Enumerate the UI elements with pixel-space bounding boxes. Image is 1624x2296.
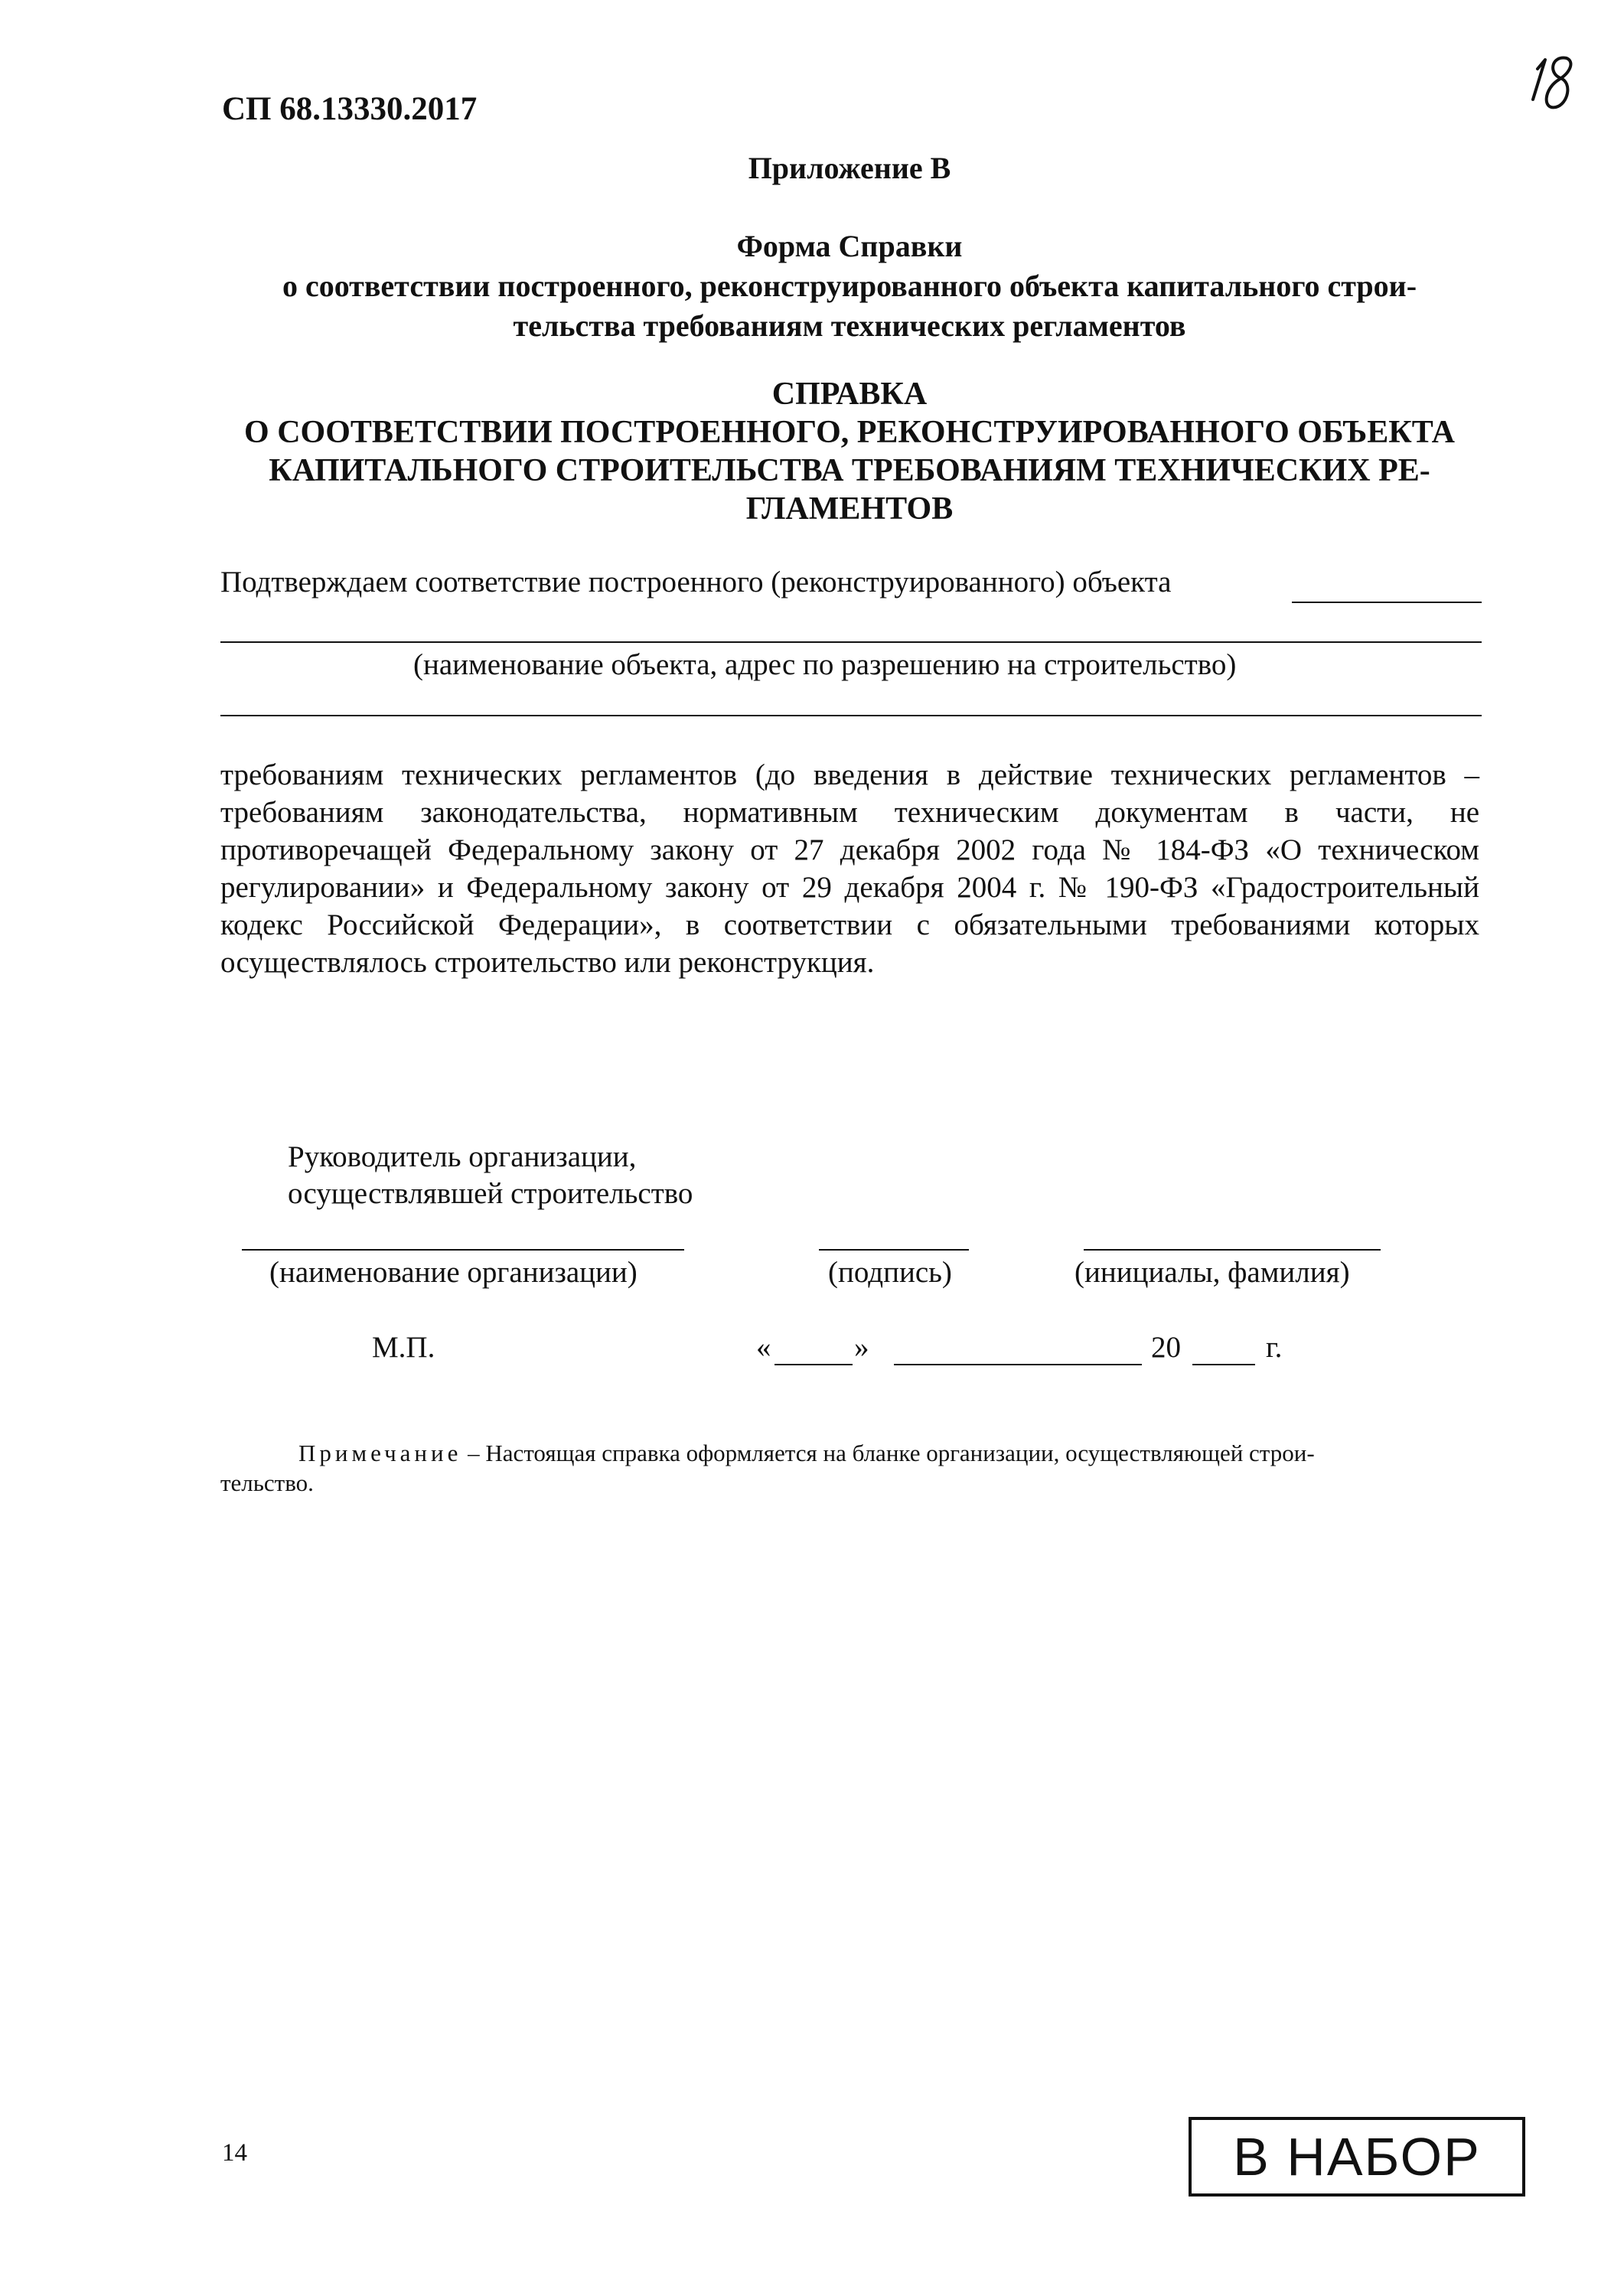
organization-blank — [242, 1249, 684, 1251]
body-paragraph: требованиям технических регламентов (до введения в действие технических регламентов – требованиям законодательства, нормативным техническим документам в части, не противоречащей Федеральному закону от 27 декабря 2002 года № 184-ФЗ «О техническом регулировании» и Федеральному закону от 29 декабря 2004 г. № 190-ФЗ «Градостроительный кодекс Российской Федерации», в соответствии с обязательными требованиями которых осуществлялось строительство или реконструкция. — [220, 758, 1479, 979]
certificate-title — [214, 375, 1485, 528]
signature-role — [288, 1139, 693, 1212]
object-name-blank — [1292, 602, 1482, 603]
date-quote-close: » — [854, 1331, 869, 1364]
name-blank — [1084, 1249, 1381, 1251]
note-continuation: тельство. — [220, 1469, 314, 1496]
signature-role-line: Руководитель организации, — [288, 1140, 637, 1173]
date-year-prefix: 20 — [1151, 1331, 1181, 1364]
object-caption: (наименование объекта, адрес по разрешению на строительство) — [413, 648, 1237, 681]
certificate-title-line: О СООТВЕТСТВИИ ПОСТРОЕННОГО, РЕКОНСТРУИРОВАННОГО ОБЪЕКТА — [244, 415, 1455, 450]
date-year-suffix: г. — [1266, 1331, 1283, 1364]
date-year-blank — [1192, 1364, 1255, 1365]
handwritten-page-number — [1511, 46, 1588, 122]
form-title-line: Форма Справки — [736, 229, 963, 263]
date-quote-open: « — [756, 1331, 771, 1364]
page-number: 14 — [222, 2139, 247, 2167]
signature-role-line: осуществлявшей строительство — [288, 1177, 693, 1210]
appendix-title: Приложение В — [748, 151, 951, 185]
organization-caption: (наименование организации) — [269, 1256, 638, 1289]
object-name-blank — [220, 641, 1482, 643]
signature-caption: (подпись) — [828, 1256, 952, 1289]
stamp-place: М.П. — [372, 1331, 435, 1364]
confirm-statement: Подтверждаем соответствие построенного (реконструированного) объекта — [220, 566, 1172, 598]
note-text: Настоящая справка оформляется на бланке организации, осуществляющей строи- — [485, 1440, 1315, 1466]
object-name-blank — [220, 715, 1482, 716]
form-title-line: тельства требованиям технических регламентов — [513, 308, 1186, 343]
signature-blank — [819, 1249, 969, 1251]
date-month-blank — [894, 1364, 1142, 1365]
name-caption: (инициалы, фамилия) — [1075, 1256, 1350, 1289]
certificate-title-line: СПРАВКА — [771, 377, 928, 412]
form-title — [214, 227, 1485, 346]
date-day-blank — [774, 1364, 853, 1365]
certificate-title-line: КАПИТАЛЬНОГО СТРОИТЕЛЬСТВА ТРЕБОВАНИЯМ ТЕХНИЧЕСКИХ РЕ- — [269, 453, 1430, 488]
note-label: Примечание — [298, 1440, 462, 1466]
note-dash: – — [461, 1440, 486, 1466]
form-title-line: о соответствии построенного, реконструированного объекта капитального строи- — [282, 269, 1417, 303]
stamp-text: В НАБОР — [1233, 2127, 1481, 2187]
certificate-title-line: ГЛАМЕНТОВ — [745, 491, 954, 527]
note — [298, 1437, 1481, 1469]
document-code: СП 68.13330.2017 — [222, 91, 478, 127]
stamp-box — [1189, 2117, 1525, 2197]
